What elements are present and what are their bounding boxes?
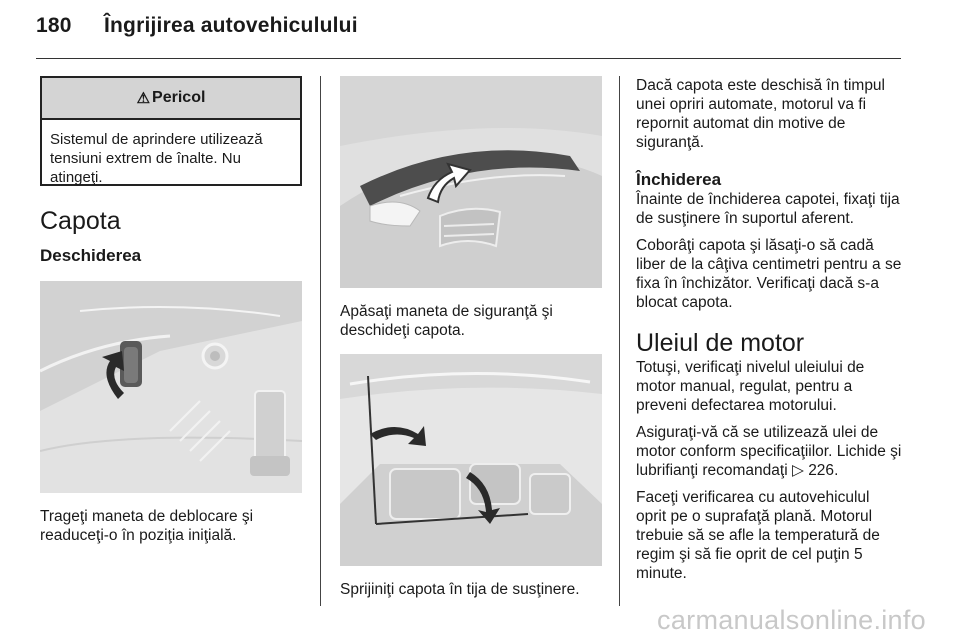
- caption-safety-catch: Apăsaţi maneta de siguranţă şi deschideţi capota.: [340, 303, 553, 339]
- watermark: carmanualsonline.info: [657, 605, 926, 635]
- column-divider-2: [619, 76, 620, 606]
- closing-paragraph-2: Coborâţi capota şi lăsaţi-o să cadă liber de la câţiva centimetri pentru a se fixa în închizător. Verificaţi dacă s-a blocat capota.: [636, 237, 902, 311]
- danger-header: [42, 78, 300, 120]
- page-header: [36, 14, 358, 38]
- hood-prop-rod-illustration: [340, 354, 602, 566]
- hood-release-lever-illustration: [40, 281, 302, 493]
- oil-paragraph-2: Asiguraţi-vă că se utilizează ulei de motor conform specificaţiilor. Lichide şi lubrifianţi recomandaţi ▷ 226.: [636, 424, 902, 479]
- oil-section-title: Uleiul de motor: [636, 329, 805, 357]
- oil-paragraph-2-text: Asiguraţi-vă că se utilizează ulei de motor conform specificaţiilor. Lichide şi lubrifianţi recomandaţi: [636, 424, 902, 479]
- caption-prop-rod: Sprijiniţi capota în tija de susţinere.: [340, 581, 580, 598]
- danger-title: Pericol: [152, 89, 206, 106]
- chapter-title: Îngrijirea autovehiculului: [104, 14, 358, 37]
- page-reference-link[interactable]: 226: [808, 462, 835, 479]
- page-number: 180: [36, 14, 72, 37]
- page-reference-icon: ▷: [791, 462, 804, 479]
- closing-title: Închiderea: [636, 170, 722, 189]
- danger-text: Sistemul de aprindere utilizează tensiuni extrem de înalte. Nu atingeţi.: [50, 131, 263, 186]
- column-1: [40, 76, 302, 545]
- safety-catch-illustration: [340, 76, 602, 288]
- autostop-paragraph: Dacă capota este deschisă în timpul unei opriri automate, motorul va fi repornit automat din motive de siguranţă.: [636, 77, 885, 151]
- section-title: Capota: [40, 207, 121, 235]
- subsection-title: Deschiderea: [40, 246, 142, 265]
- oil-paragraph-3: Faceţi verificarea cu autovehiculul oprit pe o suprafaţă plană. Motorul trebuie să se afle la temperatură de regim şi să fie oprit de cel puţin 5 minute.: [636, 489, 880, 582]
- danger-box: [40, 76, 302, 186]
- column-3: [636, 76, 902, 583]
- warning-triangle-icon: ⚠: [136, 90, 151, 107]
- oil-paragraph-1: Totuşi, verificaţi nivelul uleiului de motor manual, regulat, pentru a preveni defectarea motorului.: [636, 359, 865, 414]
- caption-release-lever: Trageţi maneta de deblocare şi readuceţi-o în poziţia iniţială.: [40, 508, 254, 544]
- column-2: [340, 76, 602, 599]
- column-divider-1: [320, 76, 321, 606]
- closing-paragraph-1: Înainte de închiderea capotei, fixaţi tija de susţinere în suportul aferent.: [636, 191, 900, 227]
- header-rule: [36, 58, 901, 59]
